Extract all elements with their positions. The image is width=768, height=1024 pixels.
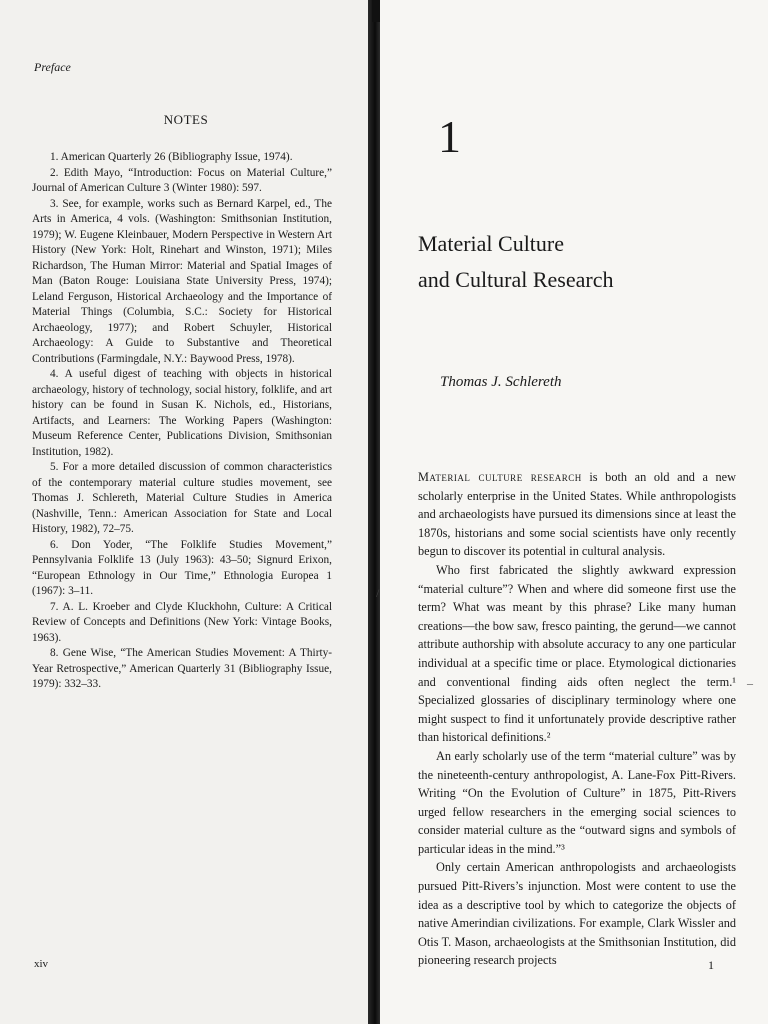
margin-mark: –: [747, 676, 753, 690]
note-6: 6. Don Yoder, “The Folklife Studies Movement,” Pennsylvania Folklife 13 (July 1963): 43–50; Signurd Erixon, “European Ethnology in Our Time,” Ethnologia Europea 1 (1967): 3–11.: [32, 538, 332, 597]
notes-heading: NOTES: [163, 112, 209, 127]
chapter-number: 1: [438, 111, 461, 162]
left-page: [0, 0, 372, 1024]
note-5: 5. For a more detailed discussion of common characteristics of the contemporary material culture studies movement, see Thomas J. Schlereth, Material Culture Studies in America (Nashville, Tenn.: American Association for State and Local History, 1982), 72–75.: [32, 461, 332, 535]
note-4: 4. A useful digest of teaching with objects in historical archaeology, history of technology, social history, folklife, and art history can be found in Susan K. Nichols, ed., Historians, Artifacts, and Learners: The Working Papers (Washington: Museum Reference Center, Publications Division, Smithsonian Institution, 1982).: [32, 368, 332, 458]
note-8: 8. Gene Wise, “The American Studies Movement: A Thirty-Year Retrospective,” American Quarterly 31 (Bibliography Issue, 1979): 332–33.: [32, 647, 332, 690]
note-3: 3. See, for example, works such as Bernard Karpel, ed., The Arts in America, 4 vols. (Washington: Smithsonian Institution, 1979); W. Eugene Kleinbauer, Modern Perspective in Western Art History (New York: Holt, Rinehart and Winston, 1971); Miles Richardson, The Human Mirror: Material and Spatial Images of Man (Baton Rouge: Louisiana State University Press, 1974); Leland Ferguson, Historical Archaeology and the Importance of Material Things (Columbia, S.C.: Society for Historical Archaeology, 1977); and Robert Schuyler, Historical Archaeology: A Guide to Substantive and Theoretical Contributions (Farmingdale, N.Y.: Baywood Press, 1978).: [32, 197, 332, 365]
chapter-body: [418, 468, 736, 970]
paragraph-3: An early scholarly use of the term “material culture” was by the nineteenth-century anthropologist, A. Lane-Fox Pitt-Rivers. Writing “On the Evolution of Culture” in 1875, Pitt-Rivers urged fellow researchers in the emerging social sciences to consider material culture as the “outward signs and symbols of particular ideas in the mind.”³: [418, 748, 736, 856]
note-2: 2. Edith Mayo, “Introduction: Focus on Material Culture,” Journal of American Culture 3 (Winter 1980): 597.: [32, 166, 332, 194]
chapter-title-line-2: and Cultural Research: [418, 267, 614, 292]
author-name: Thomas J. Schlereth: [440, 374, 562, 390]
chapter-title-line-1: Material Culture: [418, 231, 565, 256]
paragraph-1-lead: Material culture research: [418, 470, 582, 484]
paragraph-1-text: is both an old and a new scholarly enterprise in the United States. While anthropologists and archaeologists have pursued its dimensions since at least the 1870s, historians and some social scientists have only recently begun to discover its potential in cultural analysis.: [418, 470, 736, 559]
notes-list: [32, 150, 332, 693]
note-1: 1. American Quarterly 26 (Bibliography Issue, 1974).: [50, 151, 293, 163]
folio-right: 1: [708, 958, 714, 972]
paragraph-4: Only certain American anthropologists and archaeologists pursued Pitt-Rivers’s injunction. Most were content to use the idea as a descriptive tool by which to categorize the objects of native Amerindian civilizations. For example, Clark Wissler and Otis T. Mason, archaeologists at the Smithsonian Institution, did pioneering research projects: [418, 860, 736, 968]
paragraph-2: Who first fabricated the slightly awkward expression “material culture”? When and where did someone first use the term? What was meant by this phrase? Like many human creations—the bow saw, fresco painting, the gerund—we cannot attribute authorship with absolute accuracy to any one particular individual at a specific time or place. Etymological dictionaries and conventional finding aids often neglect the term.¹ Specialized glossaries of disciplinary terminology where one might suspect to find it unfortunately provide descriptive rather than historical definitions.²: [418, 562, 736, 745]
paragraph-1: [418, 468, 736, 561]
note-7: 7. A. L. Kroeber and Clyde Kluckhohn, Culture: A Critical Review of Concepts and Definitions (New York: Vintage Books, 1963).: [32, 600, 332, 644]
chapter-title: [418, 226, 614, 298]
folio-left: xiv: [34, 958, 49, 970]
running-head: Preface: [34, 60, 71, 74]
margin-mark: /: [376, 586, 380, 600]
